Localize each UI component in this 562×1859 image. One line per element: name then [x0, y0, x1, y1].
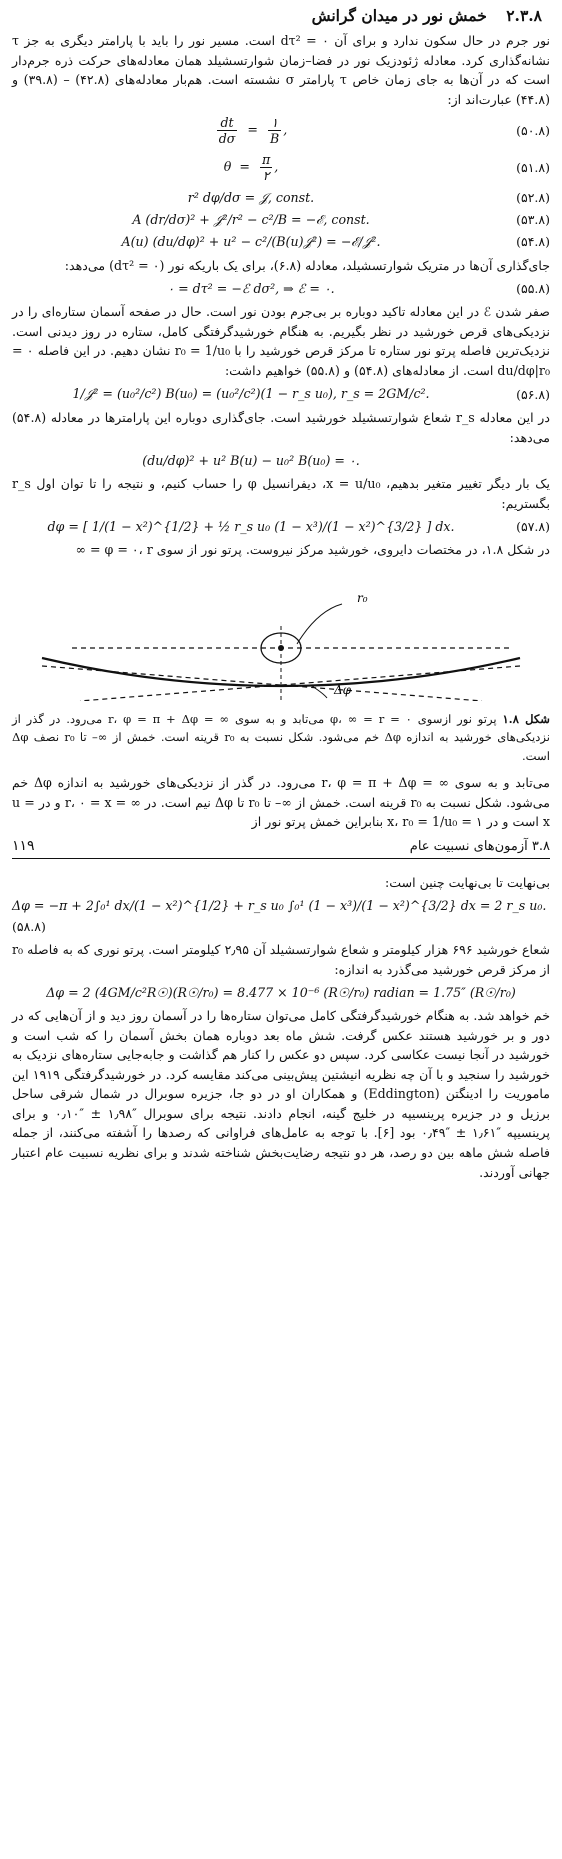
running-header — [12, 838, 550, 859]
equation-57 — [12, 519, 550, 534]
section-title-text: خمش نور در میدان گرانش — [311, 6, 487, 25]
equation-53 — [12, 212, 550, 228]
paragraph-intro: نور جرم در حال سکون ندارد و برای آن ۰ = dτ² است. مسیر نور را باید با پارامتر دیگری به جز τ نشانه‌گذاری کرد. معادله ژئودزیک نور در فضا–زمان شوارتسشیلد همان معادله‌های حرکت ذره جرم‌دار است که در آن‌ها به جای زمان خاص τ پارامتر σ نشسته است. هم‌بار معادله‌های (۴۲.۸) – (۳۹.۸) و (۴۴.۸) عبارت‌اند از: — [12, 33, 551, 107]
r0-label: r₀ — [357, 590, 368, 605]
dphi-label: Δφ — [334, 682, 352, 697]
equation-52-body: r² dφ/dσ = 𝒥, const. — [187, 189, 315, 205]
equation-53-number: (۵۳.۸) — [516, 212, 550, 227]
equation-58-body: Δφ = −π + 2∫₀¹ dx/(1 − x²)^{1/2} + r_s u₀ ∫₀¹ (1 − x³)/(1 − x²)^{3/2} dx = 2 r_s u₀. — [12, 898, 547, 914]
equation-55 — [12, 281, 550, 296]
equation-57-number: (۵۷.۸) — [516, 519, 550, 535]
equation-56-body: 1/𝒥² = (u₀²/c²) B(u₀) = (u₀²/c²)(1 − r_s u₀), r_s = 2GM/c². — [72, 386, 430, 402]
equation-50 — [12, 115, 550, 146]
page-number: ۱۱۹ — [12, 837, 35, 854]
equation-52 — [12, 190, 550, 206]
equation-unnumbered — [12, 453, 550, 468]
equation-54-number: (۵۴.۸) — [516, 234, 550, 249]
equation-56 — [12, 386, 550, 402]
equation-50-number: (۵۰.۸) — [516, 123, 550, 139]
equation-deflection-body: Δφ = 2 (4GM/c²R☉)(R☉/r₀) = 8.477 × 10⁻⁶ (R☉/r₀) radian = 1.75″ (R☉/r₀) — [46, 985, 516, 1001]
figure-caption — [12, 710, 550, 766]
equation-52-number: (۵۲.۸) — [516, 190, 550, 205]
equation-unnumbered-body: (du/dφ)² + u² B(u) − u₀² B(u₀) = ۰. — [142, 453, 360, 469]
paragraph-infinity: بی‌نهایت تا بی‌نهایت چنین است: — [384, 874, 550, 890]
figure-caption-text: پرتو نور ازسوی ۰ = φ، ∞ = r می‌تابد و به سوی ∞ = r، φ = π + Δφ می‌رود. در گذر از نزدیکی‌های خورشید به اندازه Δφ خم می‌شود. شکل نسبت به r₀ قرینه است. خمش از ∞– تا r₀ نصف Δφ است. — [12, 711, 550, 763]
equation-55-body: ۰ = dτ² = −ℰ dσ², ⇒ ℰ = ۰. — [167, 281, 335, 297]
figure-caption-label: شکل ۱.۸ — [502, 711, 551, 726]
light-bending-diagram — [12, 566, 550, 701]
asymptote-right — [80, 666, 520, 701]
equation-58 — [12, 898, 550, 913]
equation-56-number: (۵۶.۸) — [516, 386, 550, 402]
equation-51-body: θ = $\frac{\pi}{۲}$ , — [223, 152, 279, 184]
equation-57-body: dφ = [ 1/(1 − x²)^{1/2} + ½ r_s u₀ (1 − x³)/(1 − x²)^{3/2} ] dx. — [47, 519, 455, 535]
section-number: ۲.۳.۸ — [506, 6, 542, 25]
paragraph-eddington: خم خواهد شد. به هنگام خورشیدگرفتگی کامل می‌توان ستاره‌ها را در آسمان روز دید و از آن‌هایی که در دور و بر خورشید هستند عکس گرفت. شش ماه بعد دوباره همان بخش آسمان را که شب است و خورشید در آنجا نیست عکاسی کرد. سپس دو عکس را کنار هم گذاشت و جابه‌جایی ستاره‌های نزدیک به خورشید را سنجید و با آن چه نظریه انیشتین پیش‌بینی می‌کند مقایسه کرد. در خورشیدگرفتگی ۱۹۱۹ این ماموریت را ادینگتن (Eddington) و همکاران او در دو جا، جزیره سوبرال در شمال شرقی ساحل برزیل و در جزیره پرینسیپه در خلیج گینه، انجام دادند. نتیجه برای سوبرال ″۱٫۹۸ ± ″۰٫۱۰ و برای پرینسیپه ″۱٫۶۱ ± ″۰٫۴۹ بود [۶]. با توجه به عامل‌های فراوانی که رصدها را آشفته می‌کنند، از جمله فاصله شش ماهه بین دو رصد، هر دو نتیجه رضایت‌بخش شناخته شدند و برای نظریه نسبیت عام اعتبار جهانی آوردند. — [12, 1008, 550, 1180]
paragraph-substitution: جای‌گذاری آن‌ها در متریک شوارتسشیلد، معادله (۶.۸)، برای یک باریکه نور (۰ = dτ²) می‌دهد: — [64, 257, 550, 273]
asymptote-left — [42, 666, 482, 701]
figure-light-bending — [12, 566, 550, 704]
paragraph-change-variable: یک بار دیگر تغییر متغیر بدهیم، x = u/u₀، دیفرانسیل φ را حساب کنیم، و نتیجه را تا توان اول r_s بگستریم: — [12, 476, 550, 511]
paragraph-ray-path: می‌تابد و به سوی ∞ = r، φ = π + Δφ می‌رود. در گذر از نزدیکی‌های خورشید به اندازه Δφ خم می‌شود. شکل نسبت به r₀ قرینه است. خمش از ∞– تا r₀ تا Δφ نیم است. در ∞ = r، ۰ = x و در u = x است و در ۱ = x، r₀ = 1/u₀ بنابراین خمش پرتو نور از — [12, 775, 550, 830]
dphi-arc — [312, 686, 327, 698]
equation-58-number: (۵۸.۸) — [12, 919, 46, 935]
equation-deflection — [12, 985, 550, 1000]
equation-53-body: A (dr/dσ)² + 𝒥²/r² − c²/B = −ℰ, const. — [132, 211, 370, 227]
paragraph-schwarzschild-radius: در این معادله r_s شعاع شوارتسشیلد خورشید است. جای‌گذاری دوباره این پارامترها در معادله (۵۴.۸) می‌دهد: — [12, 410, 550, 445]
equation-54-body: A(u) (du/dφ)² + u² − c²/(B(u)𝒥²) = −ℰ/𝒥². — [121, 233, 381, 249]
paragraph-sun-radius: شعاع خورشید ۶۹۶ هزار کیلومتر و شعاع شوارتسشیلد آن ۲٫۹۵ کیلومتر است. پرتو نوری که به فاصله r₀ از مرکز قرص خورشید می‌گذرد به اندازه: — [12, 942, 550, 977]
running-header-text: ۳.۸ آزمون‌های نسبیت عام — [409, 838, 550, 854]
r0-arrow — [297, 604, 342, 644]
paragraph-star-eclipse: صفر شدن ℰ در این معادله تاکید دوباره بر بی‌جرم بودن نور است. حال در صفحه آسمان ستاره‌ای را در نزدیکی‌های قرص خورشید در نظر بگیریم. به هنگام خورشیدگرفتگی کامل، ستاره در روز دیدنی است. نزدیک‌ترین فاصله پرتو نور ستاره تا مرکز قرص خورشید را با r₀ = 1/u₀ نشان دهیم. در این فاصله ۰ = du/dφ|r₀ است. از معادله‌های (۵۴.۸) و (۵۵.۸) خواهیم داشت: — [12, 304, 550, 378]
equation-51 — [12, 152, 550, 183]
sun-center-dot — [278, 645, 284, 651]
equation-51-number: (۵۱.۸) — [516, 160, 550, 176]
equation-50-body: $\frac{dt}{d\sigma}$ = $\frac{۱}{B}$ , — [218, 115, 288, 147]
equation-54 — [12, 234, 550, 250]
document-page — [0, 6, 562, 1859]
equation-58-number-row — [12, 919, 550, 934]
section-title — [12, 6, 550, 25]
paragraph-figure-intro: در شکل ۱.۸، در مختصات دایروی، خورشید مرکز نیروست. پرتو نور از سوی φ = ۰، r = ∞ — [75, 542, 550, 558]
equation-55-number: (۵۵.۸) — [516, 281, 550, 297]
